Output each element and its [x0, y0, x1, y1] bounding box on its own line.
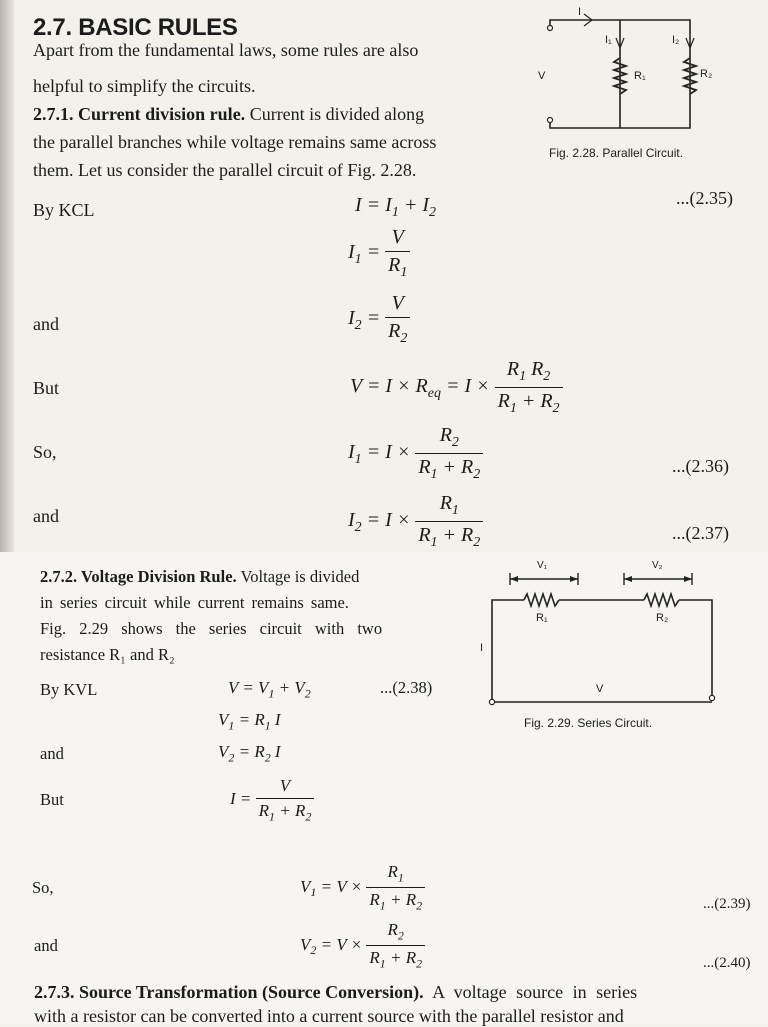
current-division-line-3: them. Let us consider the parallel circuit of Fig. 2.28.: [33, 160, 417, 180]
source-transformation-heading: 2.7.3. Source Transformation (Source Conversion).: [34, 982, 424, 1002]
voltage-division-line-1-text: Voltage is divided: [236, 567, 360, 586]
voltage-division-line-1: [40, 567, 359, 587]
equation-v2-ir: $V_2 = R_2$ I: [218, 742, 281, 765]
equation-number-2-36: ...(2.36): [672, 456, 729, 476]
intro-line-2: helpful to simplify the circuits.: [33, 76, 256, 96]
voltage-division-line-4: resistance R₁ and R₂: [40, 645, 175, 664]
but-label-2: But: [40, 790, 64, 809]
so-label-1: So,: [33, 442, 57, 462]
current-division-line-2: the parallel branches while voltage remains same across: [33, 132, 437, 152]
equation-kvl: $V = V_1 + V_2$: [228, 678, 311, 701]
source-transformation-line-1: [34, 982, 637, 1003]
equation-i1-division: $I_1 = I$ × $\frac{R_2}{R_1 + R_2}$: [348, 424, 483, 483]
but-label-1: But: [33, 378, 60, 398]
voltage-division-heading: 2.7.2. Voltage Division Rule.: [40, 567, 237, 586]
equation-number-2-35: ...(2.35): [676, 188, 733, 208]
fig-2-29-label-v: V: [596, 683, 604, 695]
fig-2-29-label-v2: V₂: [652, 560, 663, 571]
equation-number-2-40: ...(2.40): [703, 955, 751, 971]
current-division-line-1: [33, 104, 424, 125]
fig-2-28-label-i2: I₂: [672, 34, 680, 46]
fig-2-29-caption: Fig. 2.29. Series Circuit.: [524, 716, 653, 730]
equation-current-series: I = $\frac{V}{R_1 + R_2}$: [230, 776, 314, 824]
and-label-2: and: [33, 506, 59, 526]
by-kvl-label: By KVL: [40, 680, 98, 699]
by-kcl-label: By KCL: [33, 200, 95, 220]
fig-2-28-label-v: V: [538, 70, 546, 82]
and-label-1: and: [33, 314, 59, 334]
voltage-division-line-2: in series circuit while current remains same.: [40, 593, 349, 612]
fig-2-29-label-r1: R₁: [536, 612, 548, 624]
fig-2-28-label-r2: R₂: [700, 68, 713, 80]
current-division-heading: 2.7.1. Current division rule.: [33, 104, 246, 124]
fig-2-28-label-i: I: [578, 6, 582, 18]
fig-2-28-caption: Fig. 2.28. Parallel Circuit.: [549, 146, 684, 160]
equation-v-req: $V = I \times R_{eq} = I$ × $\frac{R_1 R_2}{R_1 + R_2}$: [350, 358, 563, 417]
equation-number-2-38: ...(2.38): [380, 678, 433, 697]
fig-2-29-label-r2: R₂: [656, 612, 669, 624]
equation-i2: $I_2$ = $\frac{V}{R_2}$: [348, 292, 410, 347]
fig-2-29-label-i: I: [480, 642, 484, 654]
source-transformation-line-2: with a resistor can be converted into a current source with the parallel resistor and: [34, 1006, 624, 1026]
fig-2-28-label-i1: I₁: [605, 34, 612, 46]
equation-i1: $I_1$ = $\frac{V}{R_1}$: [348, 226, 410, 281]
equation-number-2-37: ...(2.37): [672, 523, 729, 543]
section-number: 2.7.: [33, 14, 72, 41]
and-label-3: and: [40, 744, 64, 763]
source-transformation-line-1-text: A voltage source in series: [423, 982, 638, 1002]
current-division-line-1-text: Current is divided along: [245, 104, 425, 124]
fig-2-28-label-r1: R₁: [634, 70, 646, 82]
section-heading: [33, 14, 238, 42]
equation-number-2-39: ...(2.39): [703, 896, 751, 912]
page-edge-shadow: [0, 0, 14, 552]
so-label-2: So,: [32, 878, 54, 897]
equation-i2-division: $I_2 = I$ × $\frac{R_1}{R_1 + R_2}$: [348, 492, 483, 551]
section-title: BASIC RULES: [78, 14, 238, 41]
equation-v2-division: $V_2 = V$ × $\frac{R_2}{R_1 + R_2}$: [300, 920, 425, 972]
voltage-division-line-3: Fig. 2.29 shows the series circuit with two: [40, 619, 383, 638]
fig-2-29-series-circuit: [484, 560, 724, 710]
equation-kcl: $I = I_1 + I_2$: [355, 194, 436, 220]
fig-2-29-label-v1: V₁: [537, 560, 548, 571]
and-label-4: and: [34, 936, 58, 955]
equation-v1-division: $V_1 = V$ × $\frac{R_1}{R_1 + R_2}$: [300, 862, 425, 914]
intro-line-1: Apart from the fundamental laws, some rules are also: [33, 40, 419, 60]
equation-v1-ir: $V_1 = R_1$ I: [218, 710, 281, 733]
